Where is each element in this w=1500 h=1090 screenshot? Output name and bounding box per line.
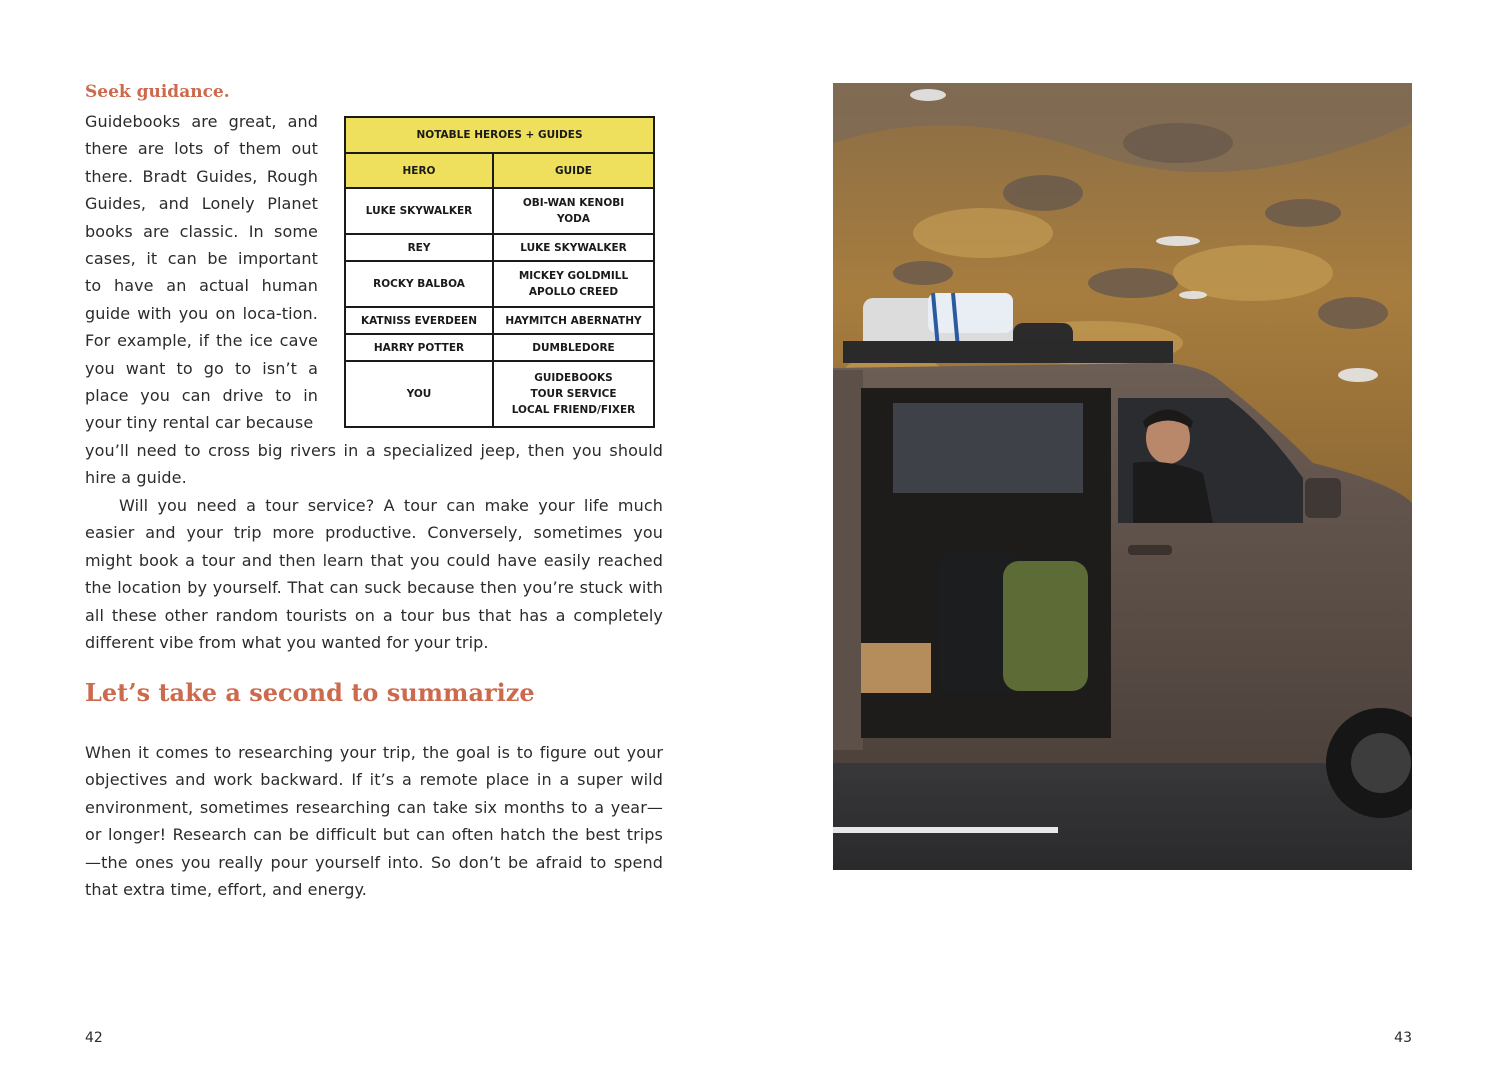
paragraph-continued: you’ll need to cross big rivers in a specialized jeep, then you should hire a guide. xyxy=(85,441,663,488)
guide-cell xyxy=(493,334,654,361)
hero-cell: HARRY POTTER xyxy=(345,334,493,361)
summary-heading: Let’s take a second to summarize xyxy=(85,678,535,707)
table-row xyxy=(345,234,654,261)
guide-name: OBI-WAN KENOBI xyxy=(522,197,625,210)
guide-cell xyxy=(493,361,654,427)
table-caption: NOTABLE HEROES + GUIDES xyxy=(345,117,654,153)
van-photo xyxy=(833,83,1412,870)
column-header-hero: HERO xyxy=(345,153,493,188)
page-number-left: 42 xyxy=(85,1030,103,1046)
table-row xyxy=(345,261,654,307)
hero-cell: ROCKY BALBOA xyxy=(345,261,493,307)
table-row xyxy=(345,307,654,334)
road-marking xyxy=(833,827,1058,833)
guide-cell xyxy=(493,261,654,307)
paragraph-tour-service: Will you need a tour service? A tour can make your life much easier and your trip more productive. Conversely, sometimes you might book a tour and then learn that you could have easily reached the location by yourself. That can suck because then you’re stuck with all these other random tourists on a tour bus that has a completely different vibe from what you wanted for your trip. xyxy=(85,496,663,653)
section-heading: Seek guidance. xyxy=(85,82,230,102)
heroes-guides-table xyxy=(344,116,655,428)
wrapped-paragraph: Guidebooks are great, and there are lots of them out there. Bradt Guides, Rough Guides, and Lonely Planet books are classic. In some cases, it can be important to have an actual human guide with you on loca-tion. For example, if the ice cave you want to go to isn’t a place you can drive to in your tiny rental car because xyxy=(85,112,318,433)
guide-name: TOUR SERVICE xyxy=(530,388,617,401)
guide-name: HAYMITCH ABERNATHY xyxy=(505,314,642,327)
guide-name: LUKE SKYWALKER xyxy=(520,241,627,254)
guide-name: MICKEY GOLDMILL xyxy=(518,270,629,283)
hero-cell: KATNISS EVERDEEN xyxy=(345,307,493,334)
table-row xyxy=(345,334,654,361)
guide-name: YODA xyxy=(557,213,590,226)
guide-cell xyxy=(493,188,654,234)
page-number-right: 43 xyxy=(1394,1030,1412,1046)
hero-cell: REY xyxy=(345,234,493,261)
column-header-guide: GUIDE xyxy=(493,153,654,188)
guide-cell xyxy=(493,307,654,334)
table-row xyxy=(345,188,654,234)
hero-cell: YOU xyxy=(345,361,493,427)
guide-cell xyxy=(493,234,654,261)
table-row xyxy=(345,361,654,427)
guide-name: GUIDEBOOKS xyxy=(534,372,613,385)
guide-name: LOCAL FRIEND/FIXER xyxy=(511,404,636,417)
guide-name: APOLLO CREED xyxy=(528,286,619,299)
summary-paragraph: When it comes to researching your trip, the goal is to figure out your objectives and work backward. If it’s a remote place in a super wild environment, sometimes researching can take six months to a year—or longer! Research can be difficult but can often hatch the best trips—the ones you really pour yourself into. So don’t be afraid to spend that extra time, effort, and energy. xyxy=(85,743,663,900)
guide-name: DUMBLEDORE xyxy=(532,341,615,354)
hero-cell: LUKE SKYWALKER xyxy=(345,188,493,234)
